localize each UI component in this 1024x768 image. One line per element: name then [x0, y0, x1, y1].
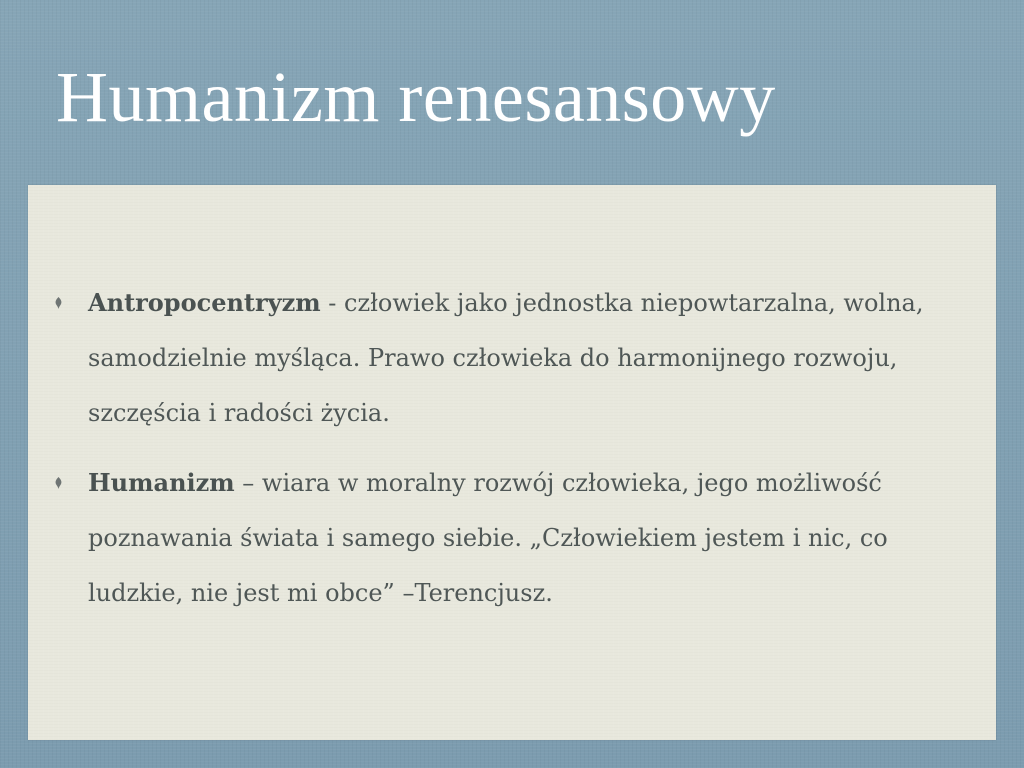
quill-bullet-icon — [54, 297, 63, 309]
bullet-item-humanizm — [28, 455, 996, 621]
bullet-term: Humanizm — [88, 468, 235, 497]
content-panel — [28, 185, 996, 740]
bullet-term: Antropocentryzm — [88, 288, 321, 317]
quill-bullet-icon — [54, 477, 63, 489]
bullet-list — [28, 275, 996, 635]
bullet-text: - człowiek jako jednostka niepowtarzalna, wolna, samodzielnie myśląca. Prawo człowieka do harmonijnego rozwoju, szczęścia i radości życia. — [88, 289, 924, 427]
slide-title: Humanizm renesansowy — [56, 57, 776, 137]
bullet-text: – wiara w moralny rozwój człowieka, jego możliwość poznawania świata i samego siebie. „Człowiekiem jestem i nic, co ludzkie, nie jest mi obce” –Terencjusz. — [88, 469, 888, 607]
bullet-item-antropocentryzm — [28, 275, 996, 441]
